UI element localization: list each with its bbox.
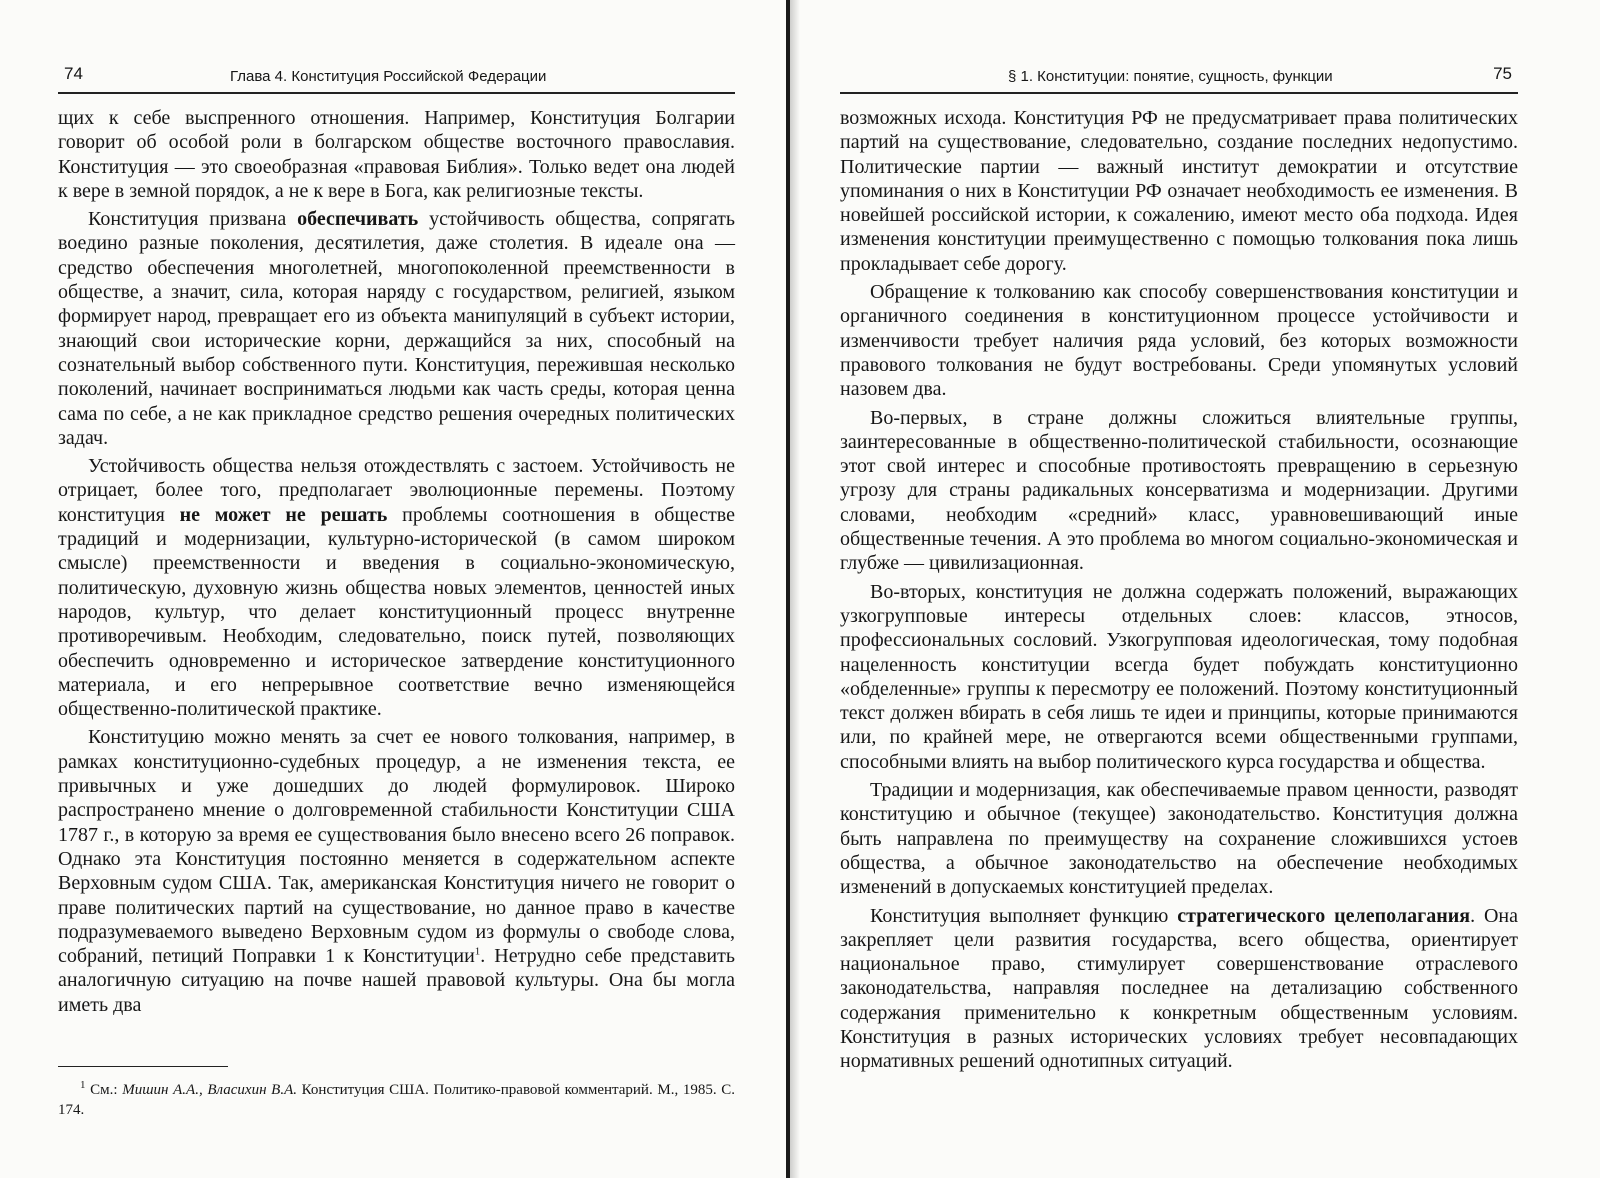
text-run: щих к себе выспренного отношения. Например, Конституция Болгарии говорит об особой роли в болгарском обществе восточного православия. Конституция — это своеобразная «правовая Библия». Только ведет она людей к вере в земной порядок, а не к вере в Бога, как религиозные тексты. bbox=[58, 107, 735, 202]
text-run: Во-вторых, конституция не должна содержать положений, выражающих узкогрупповые интересы отдельных слоев: классов, этносов, профессиональных сословий. Узкогрупповая идеологическая, тому подобная нацеленность конституции всегда будет побуждать конституционно «обделенные» группы к пересмотру ее положений. Поэтому конституционный текст должен вбирать в себя лишь те идеи и принципы, которые принимаются или, по крайней мере, не отвергаются всеми общественными группами, способными влиять на выбор политического курса государства и общества. bbox=[840, 580, 1518, 773]
text-run: проблемы соотношения в обществе традиций и модернизации, культурно-исторической (в самом широком смысле) преемственности и введения в социально-экономическую, политическую, духовную жизнь общества новых элементов, ценностей иных народов, культур, что делает конституционный процесс внутренне противоречивым. Необходим, следовательно, поиск путей, позволяющих обеспечить одновременно и историческое затвердение конституционного материала, и его непрерывное соответствие вечно изменяющейся общественно-политической практике. bbox=[58, 503, 736, 721]
footnote-number: 1 bbox=[80, 1079, 86, 1091]
text-run: Конституцию можно менять за счет ее нового толкования, например, в рамках конституционно-судебных процедур, а не изменения текста, ее привычных и уже дошедших до людей формулировок. Широко распространено мнение о долговременной стабильности Конституции США 1787 г., в которую за время ее существования было внесено всего 26 поправок. Однако эта Конституция постоянно меняется в содержательном аспекте Верховным судом США. Так, американская Конституция ничего не говорит о праве политических партий на существование, но данное право в качестве подразумеваемого выведено Верховным судом из формулы о свободе слова, собраний, петиций Поправки 1 к Конституции bbox=[58, 726, 735, 968]
paragraph bbox=[840, 406, 1518, 576]
text-run: . Она закрепляет цели развития государства, всего общества, ориентирует национальное право, стимулирует совершенствование отраслевого законодательства, направляя последнее на детализацию собственного содержания применительно к конкретным общественным условиям. Конституция в разных исторических условиях требует несовпадающих нормативных решений однотипных ситуаций. bbox=[840, 904, 1519, 1073]
chapter-title: Глава 4. Конституция Российской Федерации bbox=[230, 68, 547, 85]
text-run: См.: bbox=[85, 1082, 123, 1098]
text-run: Конституция призвана bbox=[88, 208, 298, 231]
emphasis-text: не может не решать bbox=[179, 503, 388, 526]
paragraph bbox=[58, 106, 735, 203]
text-run: Конституция США. Политико-правовой комментарий. М., 1985. С. 174. bbox=[58, 1082, 735, 1118]
paragraph bbox=[58, 725, 735, 1017]
text-run: Обращение к толкованию как способу совершенствования конституции и органичного соединения в конституционном процессе устойчивости и изменчивости требует наличия ряда условий, без которых возможности правового толкования не будут востребованы. Среди упомянутых условий назовем два. bbox=[840, 281, 1518, 401]
text-run: Традиции и модернизация, как обеспечиваемые правом ценности, разводят конституцию и обычное (текущее) законодательство. Конституция должна быть направлена по преимуществу на сохранение сложившихся устоев общества, а обычное законодательство на обеспечение необходимых изменений в допускаемых конституцией пределах. bbox=[840, 779, 1518, 899]
emphasis-text: стратегического целеполагания bbox=[1177, 904, 1471, 927]
left-page bbox=[0, 0, 785, 1178]
paragraph bbox=[840, 280, 1518, 401]
right-page-body bbox=[840, 106, 1518, 1074]
footnote-divider bbox=[58, 1066, 228, 1067]
text-run: Конституция выполняет функцию bbox=[870, 904, 1178, 927]
text-run: . Нетрудно себе представить аналогичную ситуацию на почве нашей правовой культуры. Она бы могла иметь два bbox=[58, 945, 735, 1016]
paragraph bbox=[58, 454, 735, 721]
paragraph bbox=[840, 778, 1518, 899]
paragraph bbox=[840, 106, 1518, 276]
footnote-marker: 1 bbox=[474, 945, 481, 958]
author-names: Мишин А.А., Власихин В.А. bbox=[122, 1082, 297, 1098]
text-run: устойчивость общества, сопрягать воедино разные поколения, десятилетия, даже столетия. В идеале она — средство обеспечения многолетней, многопоколенной преемственности в обществе, а значит, сила, которая наряду с государством, религией, языком формирует народ, превращает его из объекта манипуляций в субъект истории, знающий свои исторические корни, держащийся за них, способный на сознательный выбор собственного пути. Конституция, пережившая несколько поколений, начинает восприниматься людьми как часть среды, которая ценна сама по себе, а не как прикладное средство решения очередных политических задач. bbox=[58, 208, 735, 449]
page-number-left: 74 bbox=[64, 64, 83, 83]
running-header-left bbox=[58, 58, 735, 94]
text-run: Во-первых, в стране должны сложиться влиятельные группы, заинтересованные в общественно-политической стабильности, осознающие этот свой интерес и способные противостоять превращению в серьезную угрозу для страны радикальных консерватизма и модернизации. Другими словами, необходим «средний» класс, уравновешивающий иные общественные течения. А это проблема во многом социально-экономическая и глубже — цивилизационная. bbox=[840, 406, 1518, 575]
footnote bbox=[58, 1080, 735, 1120]
right-page bbox=[800, 0, 1600, 1178]
page-number-right: 75 bbox=[1493, 64, 1512, 83]
left-page-body bbox=[58, 106, 735, 1017]
emphasis-text: обеспечивать bbox=[297, 208, 419, 231]
text-run: возможных исхода. Конституция РФ не предусматривает права политических партий на существование, следовательно, создание последних недопустимо. Политические партии — важный институт демократии и отсутствие упоминания о них в Конституции РФ означает необходимость ее изменения. В новейшей российской истории, к сожалению, имеют место оба подхода. Идея изменения конституции преимущественно с помощью толкования пока лишь прокладывает себе дорогу. bbox=[840, 107, 1518, 275]
paragraph bbox=[840, 580, 1518, 774]
section-title: § 1. Конституции: понятие, сущность, функции bbox=[1008, 68, 1333, 85]
text-run: Устойчивость общества нельзя отождествлять с застоем. Устойчивость не отрицает, более того, предполагает эволюционные перемены. Поэтому конституция bbox=[58, 455, 735, 526]
gutter-shadow bbox=[790, 0, 800, 1178]
paragraph bbox=[840, 904, 1518, 1074]
paragraph bbox=[58, 207, 735, 450]
running-header-right bbox=[840, 58, 1518, 94]
